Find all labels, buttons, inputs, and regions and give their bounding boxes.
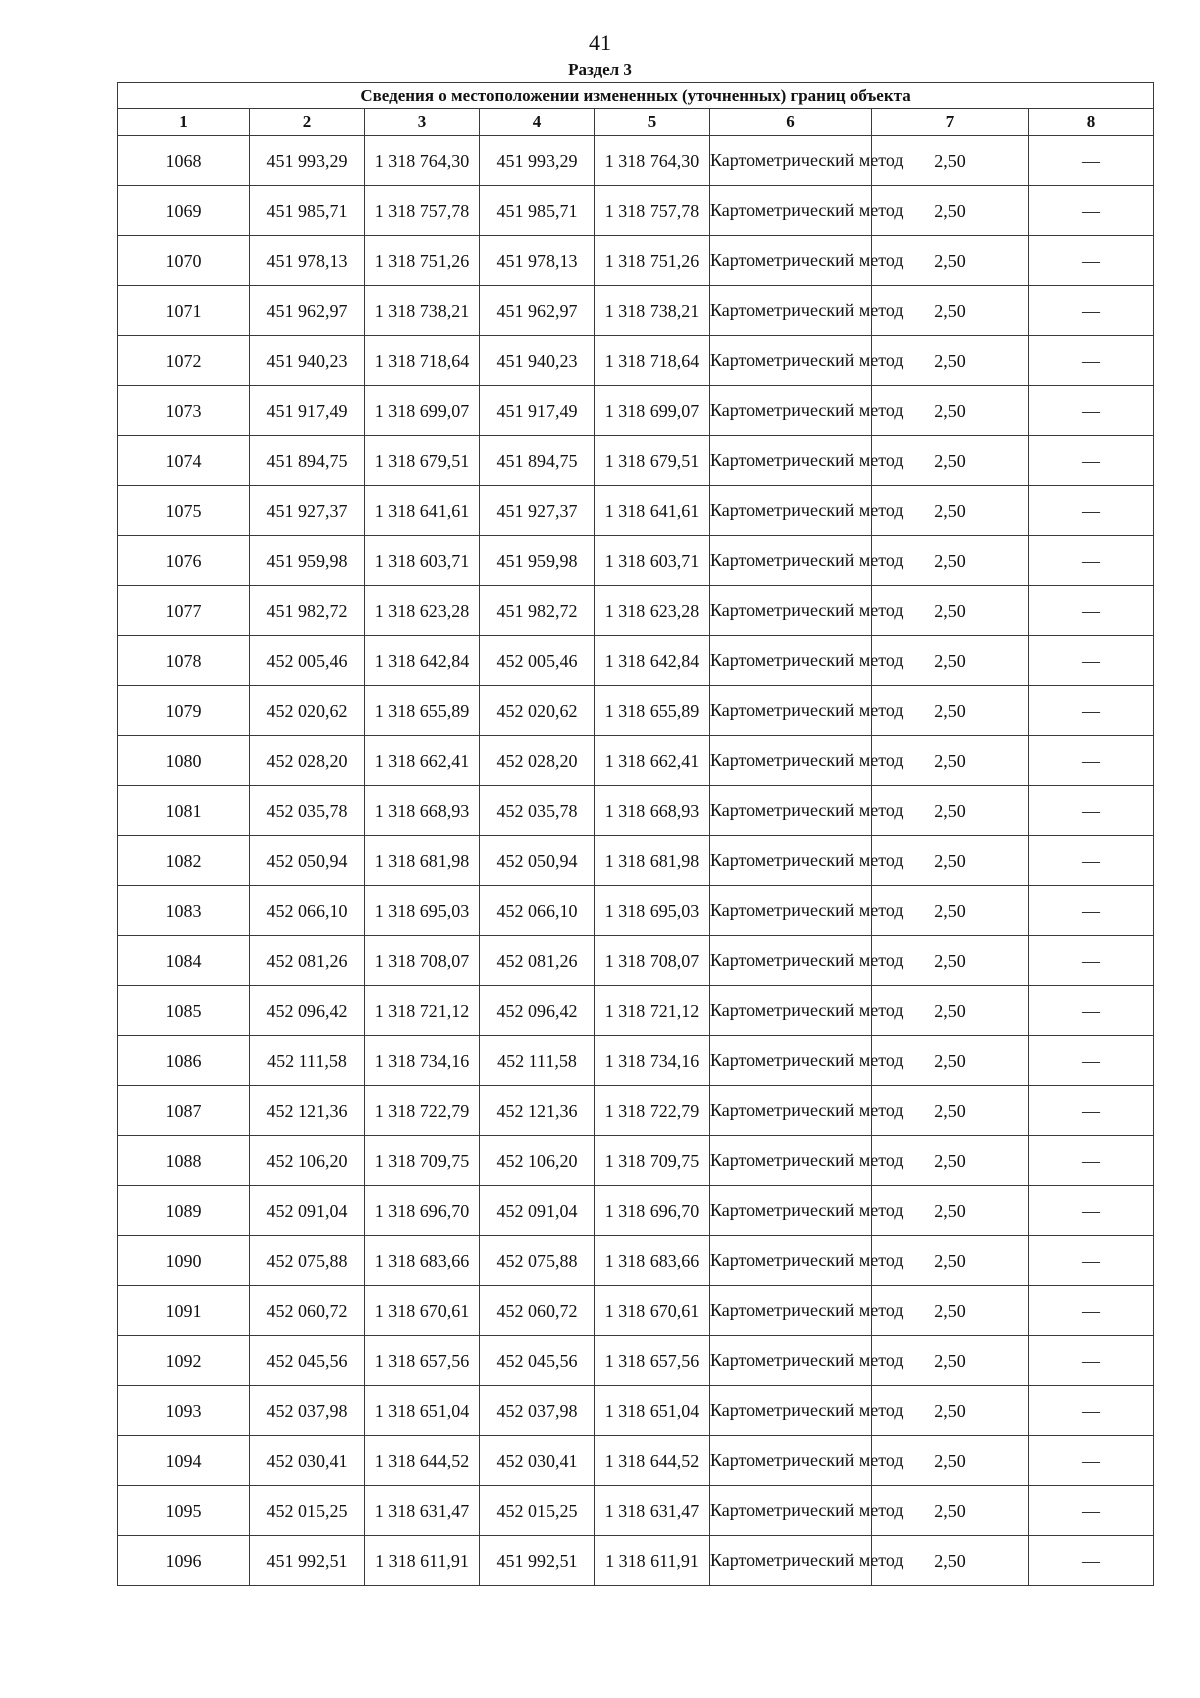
y-refined-cell: 1 318 699,07: [595, 386, 710, 436]
x-existing-cell: 451 894,75: [250, 436, 365, 486]
x-existing-cell: 452 037,98: [250, 1386, 365, 1436]
point-number-cell: 1079: [118, 686, 250, 736]
x-existing-cell: 452 005,46: [250, 636, 365, 686]
y-refined-cell: 1 318 751,26: [595, 236, 710, 286]
x-refined-cell: 452 035,78: [480, 786, 595, 836]
note-cell: —: [1029, 836, 1154, 886]
y-refined-cell: 1 318 670,61: [595, 1286, 710, 1336]
note-cell: —: [1029, 886, 1154, 936]
table-row: [118, 1036, 1154, 1086]
accuracy-cell: 2,50: [872, 836, 1029, 886]
method-cell: Картометрический метод: [710, 1136, 872, 1186]
method-cell: Картометрический метод: [710, 436, 872, 486]
method-cell: Картометрический метод: [710, 886, 872, 936]
y-existing-cell: 1 318 757,78: [365, 186, 480, 236]
table-row: [118, 836, 1154, 886]
y-refined-cell: 1 318 721,12: [595, 986, 710, 1036]
y-existing-cell: 1 318 642,84: [365, 636, 480, 686]
y-refined-cell: 1 318 641,61: [595, 486, 710, 536]
method-cell: Картометрический метод: [710, 186, 872, 236]
y-existing-cell: 1 318 655,89: [365, 686, 480, 736]
column-number: 1: [118, 109, 250, 136]
point-number-cell: 1084: [118, 936, 250, 986]
method-cell: Картометрический метод: [710, 1286, 872, 1336]
accuracy-cell: 2,50: [872, 236, 1029, 286]
y-existing-cell: 1 318 681,98: [365, 836, 480, 886]
point-number-cell: 1075: [118, 486, 250, 536]
table-row: [118, 486, 1154, 536]
column-number: 2: [250, 109, 365, 136]
y-existing-cell: 1 318 662,41: [365, 736, 480, 786]
method-cell: Картометрический метод: [710, 336, 872, 386]
x-refined-cell: 452 060,72: [480, 1286, 595, 1336]
x-refined-cell: 451 982,72: [480, 586, 595, 636]
table-row: [118, 786, 1154, 836]
x-refined-cell: 452 081,26: [480, 936, 595, 986]
table-row: [118, 1286, 1154, 1336]
point-number-cell: 1086: [118, 1036, 250, 1086]
note-cell: —: [1029, 1136, 1154, 1186]
note-cell: —: [1029, 1336, 1154, 1386]
y-refined-cell: 1 318 764,30: [595, 136, 710, 186]
accuracy-cell: 2,50: [872, 886, 1029, 936]
y-refined-cell: 1 318 757,78: [595, 186, 710, 236]
note-cell: —: [1029, 1086, 1154, 1136]
boundary-coordinates-table: [117, 82, 1154, 1586]
note-cell: —: [1029, 736, 1154, 786]
method-cell: Картометрический метод: [710, 1236, 872, 1286]
table-row: [118, 436, 1154, 486]
x-refined-cell: 452 028,20: [480, 736, 595, 786]
y-refined-cell: 1 318 642,84: [595, 636, 710, 686]
method-cell: Картометрический метод: [710, 586, 872, 636]
y-refined-cell: 1 318 651,04: [595, 1386, 710, 1436]
x-refined-cell: 452 030,41: [480, 1436, 595, 1486]
column-number: 7: [872, 109, 1029, 136]
method-cell: Картометрический метод: [710, 986, 872, 1036]
method-cell: Картометрический метод: [710, 486, 872, 536]
method-cell: Картометрический метод: [710, 1336, 872, 1386]
y-existing-cell: 1 318 611,91: [365, 1536, 480, 1586]
note-cell: —: [1029, 236, 1154, 286]
table-row: [118, 636, 1154, 686]
accuracy-cell: 2,50: [872, 136, 1029, 186]
y-existing-cell: 1 318 683,66: [365, 1236, 480, 1286]
x-existing-cell: 452 091,04: [250, 1186, 365, 1236]
method-cell: Картометрический метод: [710, 136, 872, 186]
method-cell: Картометрический метод: [710, 736, 872, 786]
x-refined-cell: 452 045,56: [480, 1336, 595, 1386]
table-row: [118, 1086, 1154, 1136]
accuracy-cell: 2,50: [872, 986, 1029, 1036]
x-existing-cell: 451 940,23: [250, 336, 365, 386]
note-cell: —: [1029, 136, 1154, 186]
method-cell: Картометрический метод: [710, 1436, 872, 1486]
table-row: [118, 1136, 1154, 1186]
x-refined-cell: 451 894,75: [480, 436, 595, 486]
x-existing-cell: 451 927,37: [250, 486, 365, 536]
method-cell: Картометрический метод: [710, 1536, 872, 1586]
note-cell: —: [1029, 636, 1154, 686]
point-number-cell: 1087: [118, 1086, 250, 1136]
point-number-cell: 1095: [118, 1486, 250, 1536]
table-caption: Сведения о местоположении измененных (уточненных) границ объекта: [118, 83, 1154, 109]
y-existing-cell: 1 318 603,71: [365, 536, 480, 586]
y-existing-cell: 1 318 631,47: [365, 1486, 480, 1536]
accuracy-cell: 2,50: [872, 1086, 1029, 1136]
x-existing-cell: 452 060,72: [250, 1286, 365, 1336]
accuracy-cell: 2,50: [872, 1036, 1029, 1086]
x-existing-cell: 452 075,88: [250, 1236, 365, 1286]
x-refined-cell: 452 075,88: [480, 1236, 595, 1286]
table-row: [118, 586, 1154, 636]
accuracy-cell: 2,50: [872, 286, 1029, 336]
accuracy-cell: 2,50: [872, 586, 1029, 636]
x-existing-cell: 452 066,10: [250, 886, 365, 936]
y-refined-cell: 1 318 722,79: [595, 1086, 710, 1136]
x-existing-cell: 451 992,51: [250, 1536, 365, 1586]
table-row: [118, 1386, 1154, 1436]
x-existing-cell: 451 982,72: [250, 586, 365, 636]
accuracy-cell: 2,50: [872, 336, 1029, 386]
note-cell: —: [1029, 336, 1154, 386]
note-cell: —: [1029, 1236, 1154, 1286]
y-refined-cell: 1 318 681,98: [595, 836, 710, 886]
x-existing-cell: 452 035,78: [250, 786, 365, 836]
page-number: 41: [589, 30, 611, 55]
accuracy-cell: 2,50: [872, 686, 1029, 736]
point-number-cell: 1076: [118, 536, 250, 586]
table-row: [118, 286, 1154, 336]
y-existing-cell: 1 318 734,16: [365, 1036, 480, 1086]
note-cell: —: [1029, 1036, 1154, 1086]
y-existing-cell: 1 318 751,26: [365, 236, 480, 286]
y-existing-cell: 1 318 696,70: [365, 1186, 480, 1236]
table-caption-row: [118, 83, 1154, 109]
table-row: [118, 686, 1154, 736]
note-cell: —: [1029, 486, 1154, 536]
y-existing-cell: 1 318 644,52: [365, 1436, 480, 1486]
y-existing-cell: 1 318 695,03: [365, 886, 480, 936]
x-existing-cell: 451 993,29: [250, 136, 365, 186]
column-number: 4: [480, 109, 595, 136]
accuracy-cell: 2,50: [872, 186, 1029, 236]
x-existing-cell: 452 028,20: [250, 736, 365, 786]
point-number-cell: 1085: [118, 986, 250, 1036]
accuracy-cell: 2,50: [872, 736, 1029, 786]
accuracy-cell: 2,50: [872, 386, 1029, 436]
x-refined-cell: 451 927,37: [480, 486, 595, 536]
method-cell: Картометрический метод: [710, 1386, 872, 1436]
table-row: [118, 1236, 1154, 1286]
note-cell: —: [1029, 786, 1154, 836]
x-refined-cell: 452 096,42: [480, 986, 595, 1036]
table-row: [118, 1186, 1154, 1236]
point-number-cell: 1080: [118, 736, 250, 786]
table-row: [118, 936, 1154, 986]
x-existing-cell: 452 050,94: [250, 836, 365, 886]
table-row: [118, 886, 1154, 936]
column-number: 3: [365, 109, 480, 136]
point-number-cell: 1091: [118, 1286, 250, 1336]
method-cell: Картометрический метод: [710, 636, 872, 686]
x-refined-cell: 452 050,94: [480, 836, 595, 886]
accuracy-cell: 2,50: [872, 1486, 1029, 1536]
y-refined-cell: 1 318 718,64: [595, 336, 710, 386]
column-number: 5: [595, 109, 710, 136]
point-number-cell: 1068: [118, 136, 250, 186]
x-refined-cell: 451 992,51: [480, 1536, 595, 1586]
y-existing-cell: 1 318 738,21: [365, 286, 480, 336]
x-existing-cell: 451 917,49: [250, 386, 365, 436]
note-cell: —: [1029, 186, 1154, 236]
point-number-cell: 1078: [118, 636, 250, 686]
note-cell: —: [1029, 386, 1154, 436]
x-existing-cell: 451 985,71: [250, 186, 365, 236]
x-refined-cell: 452 091,04: [480, 1186, 595, 1236]
table-row: [118, 186, 1154, 236]
y-refined-cell: 1 318 708,07: [595, 936, 710, 986]
x-refined-cell: 452 066,10: [480, 886, 595, 936]
y-refined-cell: 1 318 623,28: [595, 586, 710, 636]
x-refined-cell: 451 940,23: [480, 336, 595, 386]
note-cell: —: [1029, 436, 1154, 486]
section-title: Раздел 3: [568, 60, 632, 79]
note-cell: —: [1029, 1486, 1154, 1536]
y-existing-cell: 1 318 657,56: [365, 1336, 480, 1386]
method-cell: Картометрический метод: [710, 936, 872, 986]
x-existing-cell: 452 030,41: [250, 1436, 365, 1486]
point-number-cell: 1072: [118, 336, 250, 386]
method-cell: Картометрический метод: [710, 386, 872, 436]
x-refined-cell: 451 978,13: [480, 236, 595, 286]
y-existing-cell: 1 318 641,61: [365, 486, 480, 536]
y-refined-cell: 1 318 668,93: [595, 786, 710, 836]
x-refined-cell: 452 005,46: [480, 636, 595, 686]
note-cell: —: [1029, 286, 1154, 336]
accuracy-cell: 2,50: [872, 1136, 1029, 1186]
x-refined-cell: 452 111,58: [480, 1036, 595, 1086]
accuracy-cell: 2,50: [872, 1236, 1029, 1286]
y-refined-cell: 1 318 631,47: [595, 1486, 710, 1536]
y-existing-cell: 1 318 764,30: [365, 136, 480, 186]
x-existing-cell: 452 045,56: [250, 1336, 365, 1386]
x-refined-cell: 452 106,20: [480, 1136, 595, 1186]
point-number-cell: 1090: [118, 1236, 250, 1286]
method-cell: Картометрический метод: [710, 686, 872, 736]
accuracy-cell: 2,50: [872, 1286, 1029, 1336]
y-refined-cell: 1 318 644,52: [595, 1436, 710, 1486]
note-cell: —: [1029, 1436, 1154, 1486]
method-cell: Картометрический метод: [710, 1086, 872, 1136]
accuracy-cell: 2,50: [872, 1436, 1029, 1486]
y-refined-cell: 1 318 709,75: [595, 1136, 710, 1186]
method-cell: Картометрический метод: [710, 236, 872, 286]
y-refined-cell: 1 318 695,03: [595, 886, 710, 936]
x-existing-cell: 452 015,25: [250, 1486, 365, 1536]
x-existing-cell: 451 962,97: [250, 286, 365, 336]
note-cell: —: [1029, 586, 1154, 636]
point-number-cell: 1089: [118, 1186, 250, 1236]
method-cell: Картометрический метод: [710, 836, 872, 886]
x-existing-cell: 452 020,62: [250, 686, 365, 736]
table-row: [118, 1336, 1154, 1386]
method-cell: Картометрический метод: [710, 1036, 872, 1086]
point-number-cell: 1083: [118, 886, 250, 936]
table-row: [118, 386, 1154, 436]
accuracy-cell: 2,50: [872, 1536, 1029, 1586]
x-existing-cell: 452 106,20: [250, 1136, 365, 1186]
point-number-cell: 1074: [118, 436, 250, 486]
note-cell: —: [1029, 936, 1154, 986]
y-refined-cell: 1 318 738,21: [595, 286, 710, 336]
table-row: [118, 136, 1154, 186]
y-existing-cell: 1 318 718,64: [365, 336, 480, 386]
method-cell: Картометрический метод: [710, 1486, 872, 1536]
y-existing-cell: 1 318 651,04: [365, 1386, 480, 1436]
y-refined-cell: 1 318 655,89: [595, 686, 710, 736]
x-existing-cell: 451 978,13: [250, 236, 365, 286]
accuracy-cell: 2,50: [872, 436, 1029, 486]
y-existing-cell: 1 318 721,12: [365, 986, 480, 1036]
point-number-cell: 1070: [118, 236, 250, 286]
x-refined-cell: 451 962,97: [480, 286, 595, 336]
y-existing-cell: 1 318 709,75: [365, 1136, 480, 1186]
y-refined-cell: 1 318 662,41: [595, 736, 710, 786]
table-row: [118, 536, 1154, 586]
method-cell: Картометрический метод: [710, 786, 872, 836]
point-number-cell: 1073: [118, 386, 250, 436]
y-refined-cell: 1 318 734,16: [595, 1036, 710, 1086]
column-number: 6: [710, 109, 872, 136]
x-refined-cell: 451 985,71: [480, 186, 595, 236]
note-cell: —: [1029, 686, 1154, 736]
point-number-cell: 1093: [118, 1386, 250, 1436]
table-row: [118, 1536, 1154, 1586]
point-number-cell: 1092: [118, 1336, 250, 1386]
note-cell: —: [1029, 1286, 1154, 1336]
accuracy-cell: 2,50: [872, 1186, 1029, 1236]
accuracy-cell: 2,50: [872, 536, 1029, 586]
note-cell: —: [1029, 1186, 1154, 1236]
y-refined-cell: 1 318 611,91: [595, 1536, 710, 1586]
y-existing-cell: 1 318 668,93: [365, 786, 480, 836]
point-number-cell: 1082: [118, 836, 250, 886]
x-refined-cell: 451 993,29: [480, 136, 595, 186]
table-row: [118, 986, 1154, 1036]
table-body: [118, 136, 1154, 1586]
column-numbers-row: [118, 109, 1154, 136]
x-existing-cell: 452 111,58: [250, 1036, 365, 1086]
y-existing-cell: 1 318 699,07: [365, 386, 480, 436]
y-existing-cell: 1 318 670,61: [365, 1286, 480, 1336]
x-refined-cell: 452 121,36: [480, 1086, 595, 1136]
point-number-cell: 1096: [118, 1536, 250, 1586]
x-refined-cell: 451 917,49: [480, 386, 595, 436]
y-refined-cell: 1 318 683,66: [595, 1236, 710, 1286]
point-number-cell: 1081: [118, 786, 250, 836]
y-existing-cell: 1 318 722,79: [365, 1086, 480, 1136]
x-refined-cell: 452 037,98: [480, 1386, 595, 1436]
method-cell: Картометрический метод: [710, 536, 872, 586]
y-existing-cell: 1 318 623,28: [365, 586, 480, 636]
y-refined-cell: 1 318 679,51: [595, 436, 710, 486]
accuracy-cell: 2,50: [872, 486, 1029, 536]
accuracy-cell: 2,50: [872, 1336, 1029, 1386]
accuracy-cell: 2,50: [872, 786, 1029, 836]
y-existing-cell: 1 318 679,51: [365, 436, 480, 486]
x-existing-cell: 452 081,26: [250, 936, 365, 986]
note-cell: —: [1029, 1536, 1154, 1586]
y-refined-cell: 1 318 657,56: [595, 1336, 710, 1386]
x-existing-cell: 452 096,42: [250, 986, 365, 1036]
x-refined-cell: 452 015,25: [480, 1486, 595, 1536]
y-existing-cell: 1 318 708,07: [365, 936, 480, 986]
table-row: [118, 1436, 1154, 1486]
accuracy-cell: 2,50: [872, 636, 1029, 686]
y-refined-cell: 1 318 696,70: [595, 1186, 710, 1236]
table-row: [118, 736, 1154, 786]
x-refined-cell: 451 959,98: [480, 536, 595, 586]
point-number-cell: 1071: [118, 286, 250, 336]
method-cell: Картометрический метод: [710, 1186, 872, 1236]
point-number-cell: 1094: [118, 1436, 250, 1486]
accuracy-cell: 2,50: [872, 1386, 1029, 1436]
point-number-cell: 1077: [118, 586, 250, 636]
point-number-cell: 1069: [118, 186, 250, 236]
column-number: 8: [1029, 109, 1154, 136]
table-row: [118, 336, 1154, 386]
note-cell: —: [1029, 986, 1154, 1036]
table-row: [118, 236, 1154, 286]
table-row: [118, 1486, 1154, 1536]
note-cell: —: [1029, 536, 1154, 586]
x-existing-cell: 452 121,36: [250, 1086, 365, 1136]
x-existing-cell: 451 959,98: [250, 536, 365, 586]
point-number-cell: 1088: [118, 1136, 250, 1186]
y-refined-cell: 1 318 603,71: [595, 536, 710, 586]
accuracy-cell: 2,50: [872, 936, 1029, 986]
note-cell: —: [1029, 1386, 1154, 1436]
x-refined-cell: 452 020,62: [480, 686, 595, 736]
method-cell: Картометрический метод: [710, 286, 872, 336]
